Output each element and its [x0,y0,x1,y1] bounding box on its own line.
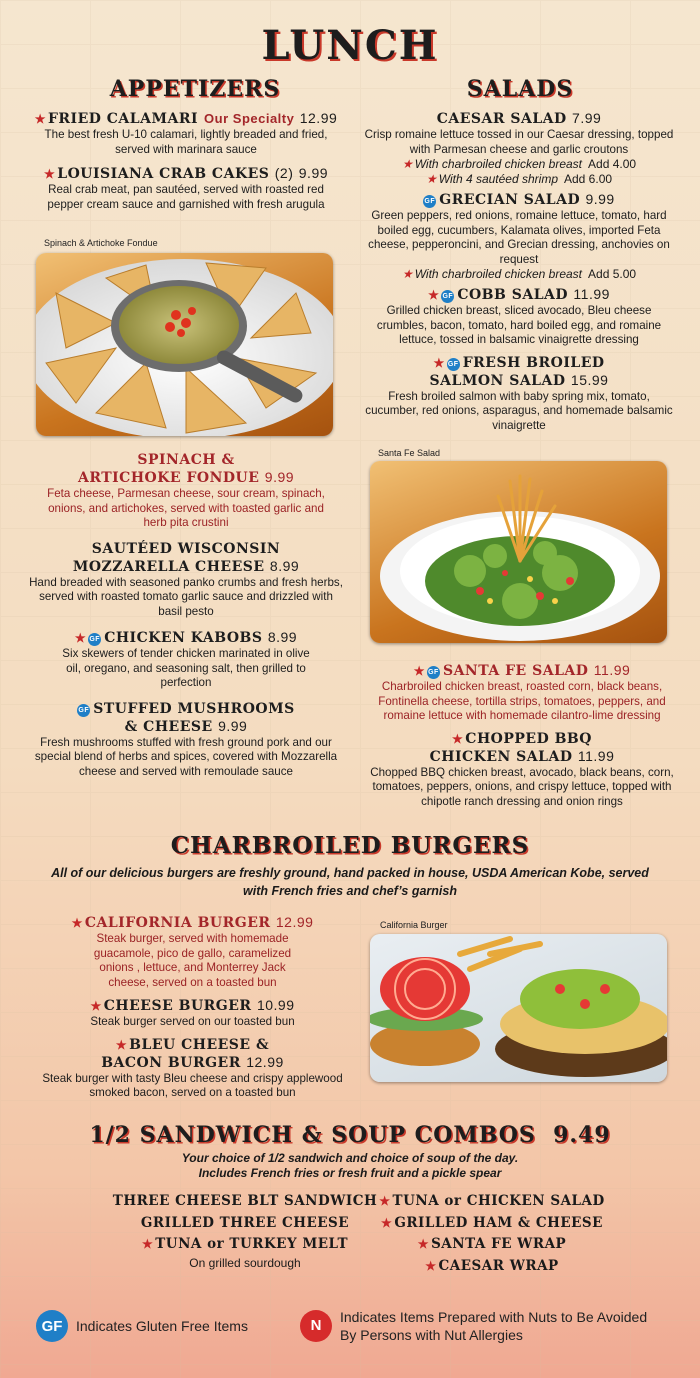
addon-chicken: ★ With charbroiled chicken breast Add 5.00 [401,267,637,281]
star-icon: ★ [90,999,102,1013]
item-description: Real crab meat, pan sautéed, served with roasted red pepper cream sauce and garnished with fresh arugula [47,183,325,211]
menu-item-bleu-cheese-burger: ★ BLEU CHEESE & BACON BURGER 12.99 Steak burger with tasty Bleu cheese and crispy applewood smoked bacon, served on a toasted bun [40,1037,345,1101]
item-description: Green peppers, red onions, romaine lettuce, tomato, hard boiled egg, cucumbers, Kalamata olives, imported Feta cheese, pepperoncini, and Grecian dressing, anchovies on request [368,209,670,266]
combo-item: ★ TUNA or CHICKEN SALAD [379,1193,605,1209]
gluten-free-icon: GF [441,290,454,303]
combos-subtitle: Your choice of 1/2 sandwich and choice of soup of the day. Includes French fries or fresh fruit and a pickle spear [181,1151,519,1180]
menu-item-california-burger: ★ CALIFORNIA BURGER 12.99 Steak burger, served with homemade guacamole, pico de gallo, caramelized onions , lettuce, and Monterrey Jack cheese, served on a toasted bun [40,914,345,990]
combos-price: 9.49 [553,1122,611,1148]
star-icon: ★ [381,1215,393,1230]
photo-caption: Santa Fe Salad [378,448,441,458]
gluten-free-icon: GF [36,1310,68,1342]
star-icon: ★ [74,631,87,645]
item-description: Steak burger with tasty Bleu cheese and crispy applewood smoked bacon, served on a toasted bun [42,1071,343,1099]
combos-right-list [372,1191,612,1277]
star-icon: ★ [401,157,413,171]
menu-item-cheese-burger: ★ CHEESE BURGER 10.99 Steak burger served on our toasted bun [40,997,345,1030]
appetizers-column-lower [26,452,346,786]
burgers-column [40,914,345,1108]
specialty-tag: Our Specialty [204,111,295,126]
star-icon: ★ [433,355,445,370]
combo-item: ★ SANTA FE WRAP [417,1236,567,1252]
item-description: Six skewers of tender chicken marinated in olive oil, oregano, and seasoning salt, then grilled to perfection [62,647,310,689]
menu-item-santa-fe-salad: ★ GF SANTA FE SALAD 11.99 Charbroiled chicken breast, roasted corn, black beans, Fontinella cheese, tortilla strips, tomatoes, peppers, and romaine lettuce with homemade cilantro-lime dressing [364,662,680,724]
menu-item-spinach-fondue: SPINACH & ARTICHOKE FONDUE 9.99 Feta cheese, Parmesan cheese, sour cream, spinach, onions, and artichokes, served with toasted garlic and herb pita crustini [26,452,346,531]
combo-item: ★ GRILLED HAM & CHEESE [381,1214,603,1231]
item-description: Feta cheese, Parmesan cheese, sour cream, spinach, onions, and artichokes, served with toasted garlic and herb pita crustini [47,487,325,529]
item-description: The best fresh U-10 calamari, lightly breaded and fried, served with marinara sauce [44,128,328,156]
menu-item-mozzarella: SAUTÉED WISCONSIN MOZZARELLA CHEESE 8.99 Hand breaded with seasoned panko crumbs and fresh herbs, served with roasted tomato garlic sauce and drizzled with basil pesto [26,541,346,620]
star-icon: ★ [452,731,464,746]
combo-note: On grilled sourdough [189,1255,301,1270]
combos-heading: 1/2 SANDWICH & SOUP COMBOS 9.49 [89,1122,611,1148]
star-icon: ★ [425,172,437,186]
menu-item-bbq-chicken-salad: ★ CHOPPED BBQ CHICKEN SALAD 11.99 Chopped BBQ chicken breast, avocado, black beans, corn, tomatoes, peppers, onions, and crispy lettuce, topped with chipotle ranch dressing and onion rings [364,731,680,810]
star-icon: ★ [379,1194,391,1208]
gluten-free-icon: GF [77,704,90,717]
salads-column-lower [364,662,680,816]
addon-shrimp: ★ With 4 sautéed shrimp Add 6.00 [425,172,613,186]
combo-item: THREE CHEESE BLT SANDWICH [112,1193,378,1209]
burgers-intro: All of our delicious burgers are freshly ground, hand packed in house, USDA American Kobe, served with French fries and chef’s garnish [51,866,649,898]
burgers-heading: CHARBROILED BURGERS [170,832,530,859]
page-title: LUNCH [261,22,439,69]
menu-item-grecian-salad: GF GRECIAN SALAD 9.99 Green peppers, red onions, romaine lettuce, tomato, hard boiled egg, cucumbers, Kalamata olives, imported Feta cheese, pepperoncini, and Grecian dressing, anchovies on request ★ With charbroiled chicken breast Add 5.00 [364,191,674,282]
star-icon: ★ [142,1237,154,1251]
star-icon: ★ [413,664,425,678]
combos-left-list [110,1191,380,1270]
gluten-free-icon: GF [423,195,436,208]
item-description: Charbroiled chicken breast, roasted corn, black beans, Fontinella cheese, tortilla strips, tomatoes, peppers, and romaine lettuce with homemade cilantro-lime dressing [378,680,666,722]
photo-caption: Spinach & Artichoke Fondue [44,238,158,248]
menu-item-crab-cakes: ★ LOUISIANA CRAB CAKES (2) 9.99 Real crab meat, pan sautéed, served with roasted red pepper cream sauce and garnished with fresh arugula [26,165,346,212]
item-description: Grilled chicken breast, sliced avocado, Bleu cheese crumbles, bacon, tomato, hard boiled egg, and romaine lettuce, tossed in balsamic vinaigrette dressing [376,304,662,346]
item-description: Hand breaded with seasoned panko crumbs and fresh herbs, served with roasted tomato garlic sauce and drizzled with basil pesto [29,575,343,618]
item-description: Steak burger, served with homemade guacamole, pico de gallo, caramelized onions , lettuce, and Monterrey Jack cheese, served on a toasted bun [93,932,292,989]
menu-item-chicken-kabobs: ★ GF CHICKEN KABOBS 8.99 Six skewers of tender chicken marinated in olive oil, oregano, and seasoning salt, then grilled to perfection [26,629,346,691]
fondue-photo [36,253,333,436]
gluten-free-icon: GF [427,666,440,679]
item-description: Crisp romaine lettuce tossed in our Caesar dressing, topped with Parmesan cheese and garlic croutons [364,128,674,156]
star-icon: ★ [34,112,46,126]
star-icon: ★ [428,288,440,302]
california-burger-photo [370,934,667,1082]
photo-caption: California Burger [380,920,448,930]
gluten-free-icon: GF [88,633,101,646]
star-icon: ★ [115,1037,128,1052]
addon-chicken: ★ With charbroiled chicken breast Add 4.00 [401,157,637,171]
legend-gluten-free: GF Indicates Gluten Free Items [36,1310,248,1342]
salads-column [364,110,674,440]
star-icon: ★ [71,916,83,930]
item-description: Steak burger served on our toasted bun [90,1015,295,1028]
nut-warning-icon: N [300,1310,332,1342]
item-description: Fresh mushrooms stuffed with fresh ground pork and our special blend of herbs and spices, covered with Mozzarella cheese and served with remoulade sauce [34,735,338,778]
menu-item-fried-calamari: ★ FRIED CALAMARI Our Specialty 12.99 The best fresh U-10 calamari, lightly breaded and fried, served with marinara sauce [26,110,346,157]
menu-item-caesar-salad: CAESAR SALAD 7.99 Crisp romaine lettuce tossed in our Caesar dressing, topped with Parmesan cheese and garlic croutons ★ With charbroiled chicken breast Add 4.00 ★ With 4 sautéed shrimp Add 6.00 [364,110,674,186]
star-icon: ★ [425,1258,437,1273]
item-description: Fresh broiled salmon with baby spring mix, tomato, cucumber, red onions, asparagus, and homemade balsamic vinaigrette [365,389,673,432]
star-icon: ★ [43,167,56,181]
salads-heading: SALADS [466,76,574,102]
combo-item: ★ CAESAR WRAP [425,1257,559,1274]
item-description: Chopped BBQ chicken breast, avocado, black beans, corn, tomatoes, peppers, onions, and crispy lettuce, topped with chipotle ranch dressing and onion rings [370,765,674,808]
gluten-free-icon: GF [447,358,460,371]
legend-nuts: N Indicates Items Prepared with Nuts to Be Avoided By Persons with Nut Allergies [300,1308,647,1344]
menu-item-salmon-salad: ★ GF FRESH BROILED SALMON SALAD 15.99 Fresh broiled salmon with baby spring mix, tomato, cucumber, red onions, asparagus, and homemade balsamic vinaigrette [365,354,673,432]
combo-item: GRILLED THREE CHEESE [140,1214,350,1231]
star-icon: ★ [401,267,413,281]
santa-fe-salad-photo [370,461,667,643]
menu-item-stuffed-mushrooms: GF STUFFED MUSHROOMS & CHEESE 9.99 Fresh mushrooms stuffed with fresh ground pork and our special blend of herbs and spices, covered with Mozzarella cheese and served with remoulade sauce [26,701,346,780]
combo-item: ★ TUNA or TURKEY MELT [142,1236,348,1252]
appetizers-column [26,110,346,219]
menu-item-cobb-salad: ★ GF COBB SALAD 11.99 Grilled chicken breast, sliced avocado, Bleu cheese crumbles, bacon, tomato, hard boiled egg, and romaine lettuce, tossed in balsamic vinaigrette dressing [364,286,674,348]
star-icon: ★ [417,1237,430,1251]
appetizers-heading: APPETIZERS [109,76,281,102]
